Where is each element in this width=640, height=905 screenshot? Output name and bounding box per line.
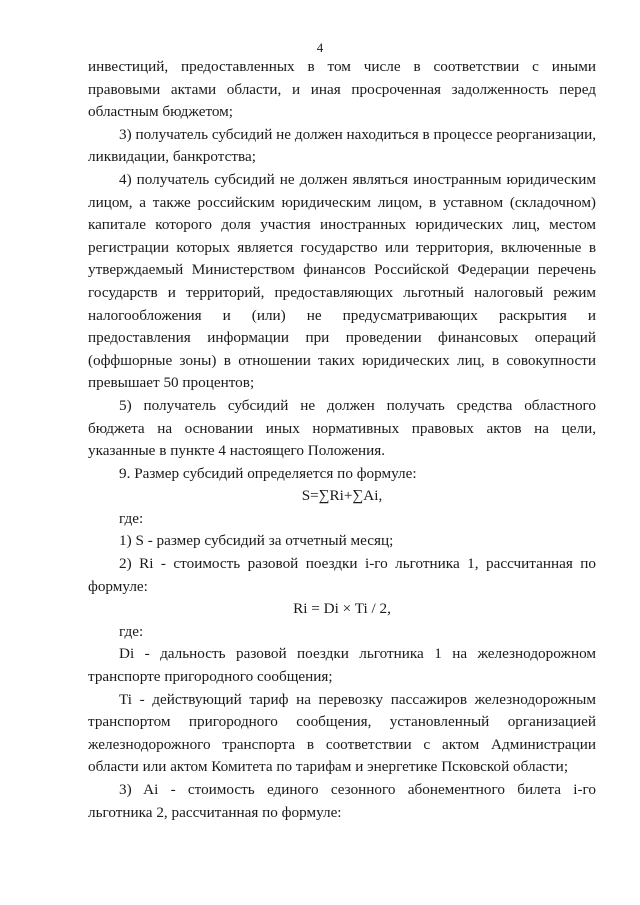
formula-subsidy-total: S=∑Ri+∑Ai,	[301, 487, 383, 505]
definition-ai: 3) Ai - стоимость единого сезонного абонементного билета i-го льготника 2, рассчитанная по формуле:	[88, 781, 596, 821]
definition-di: Di - дальность разовой поездки льготника 1 на железнодорожном транспорте пригородного сообщения;	[88, 645, 596, 686]
paragraph-section-9: 9. Размер субсидий определяется по формуле:	[119, 464, 417, 482]
paragraph-continuation: инвестиций, предоставленных в том числе в соответствии с иными правовыми актами области, и иная просроченная задолженность перед областным бюджетом;	[88, 58, 596, 121]
definition-ri: 2) Ri - стоимость разовой поездки i-го льготника 1, рассчитанная по формуле:	[88, 555, 596, 595]
page-number: 4	[316, 40, 324, 55]
where-label: где:	[119, 509, 144, 527]
paragraph-item-4: 4) получатель субсидий не должен являться иностранным юридическим лицом, а также российским юридическим лицом, в уставном (складочном) капитале которого доля участия иностранных юридических лиц, местом регистрации которых является государство или территория, включенные в утверждаемый Министерством финансов Российской Федерации перечень государств и территорий, предоставляющих льготный налоговый режим налогообложения и (или) не предусматривающих раскрытия и предоставления информации при проведении финансовых операций (оффшорные зоны) в отношении таких юридических лиц, в совокупности превышает 50 процентов;	[88, 170, 596, 392]
paragraph-item-3: 3) получатель субсидий не должен находиться в процессе реорганизации, ликвидации, банкротства;	[88, 125, 596, 166]
where-label-2: где:	[119, 622, 144, 640]
document-body	[88, 56, 596, 824]
definition-ti: Ti - действующий тариф на перевозку пассажиров железнодорожным транспортом пригородного сообщения, установленный организацией железнодорожного транспорта в соответствии с актом Администрации области или актом Комитета по тарифам и энергетике Псковской области;	[88, 690, 596, 776]
paragraph-item-5: 5) получатель субсидий не должен получать средства областного бюджета на основании иных нормативных правовых актов на цели, указанные в пункте 4 настоящего Положения.	[88, 396, 596, 460]
definition-s: 1) S - размер субсидий за отчетный месяц;	[119, 532, 394, 550]
formula-ri: Ri = Di × Ti / 2,	[293, 600, 391, 618]
